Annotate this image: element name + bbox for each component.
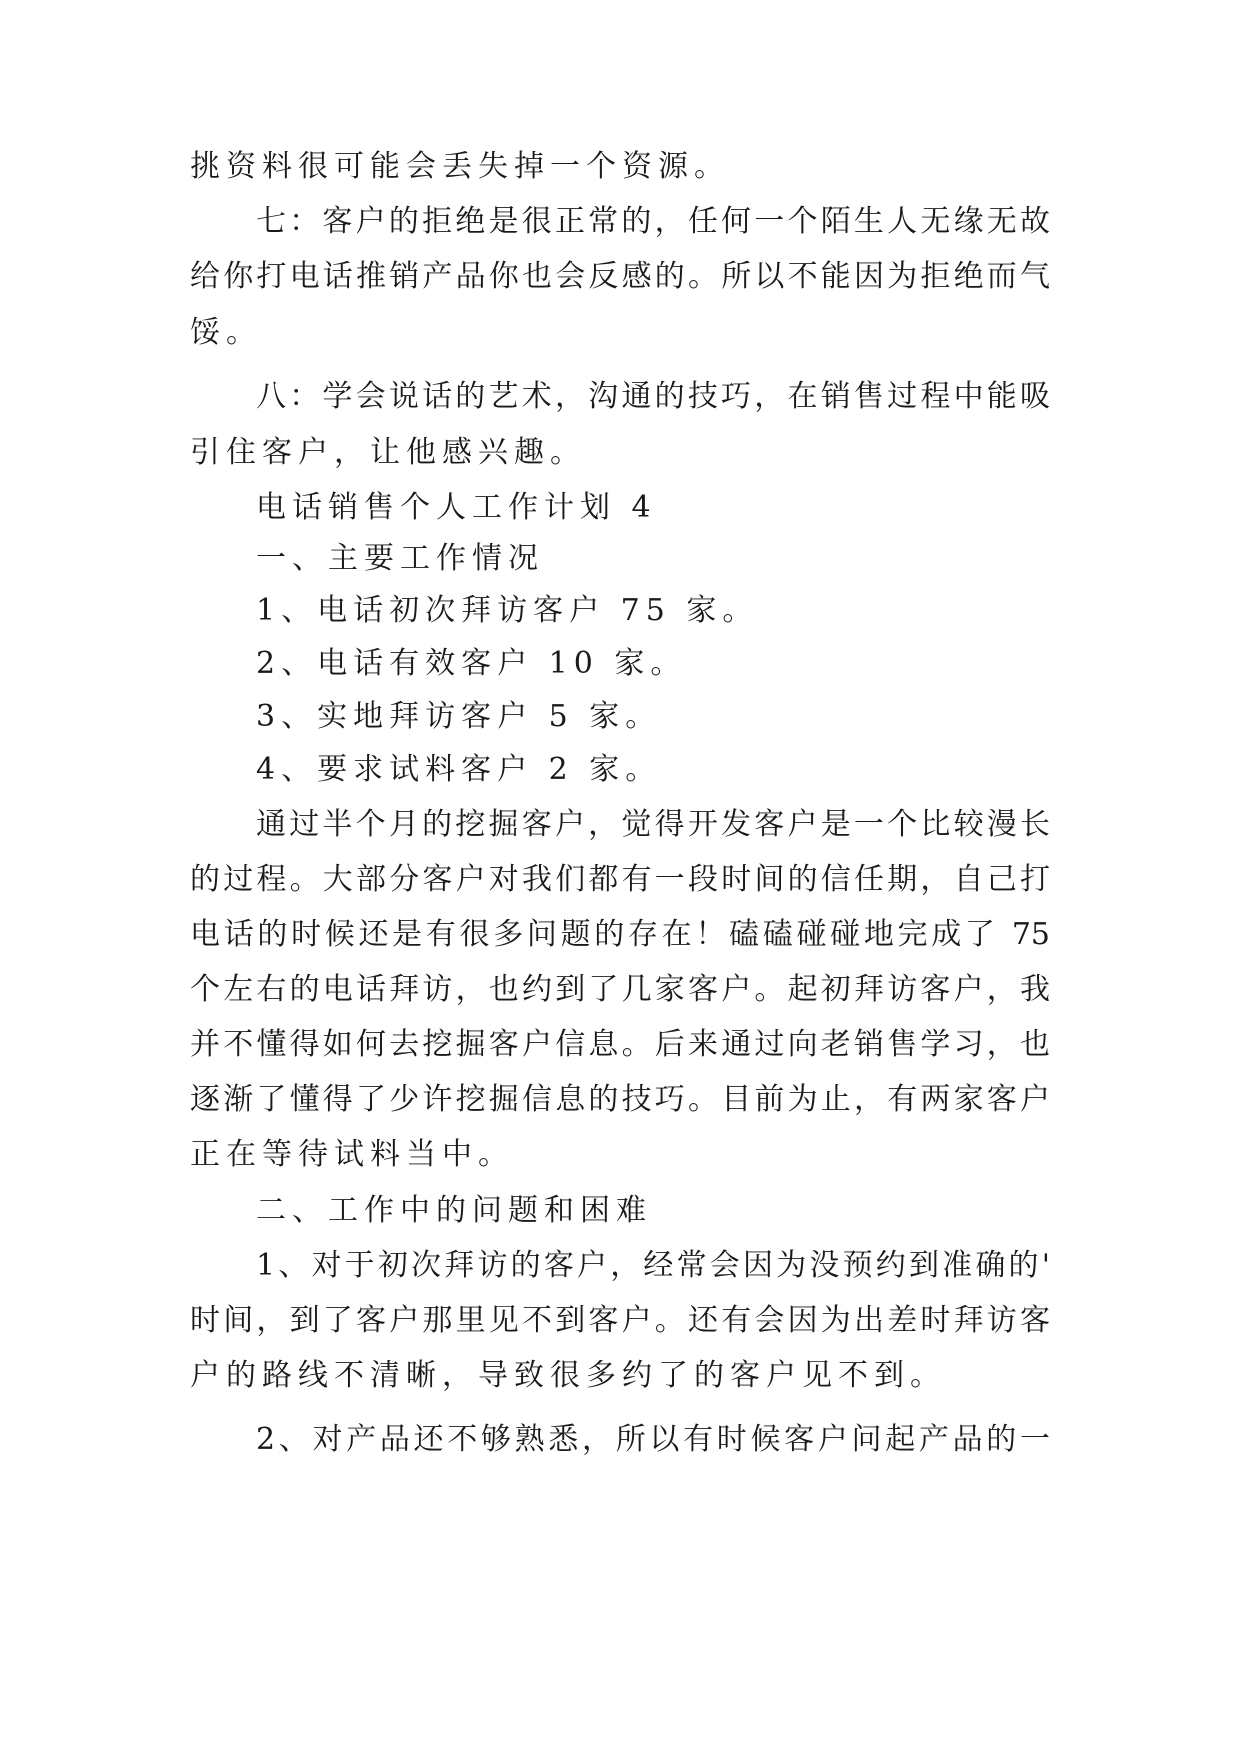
text-line: 的过程。大部分客户对我们都有一段时间的信任期，自己打 (190, 862, 1050, 897)
list-item: 1、对于初次拜访的客户，经常会因为没预约到准确的' (256, 1248, 1050, 1283)
text-line: 时间，到了客户那里见不到客户。还有会因为出差时拜访客 (190, 1303, 1050, 1338)
list-item: 1、电话初次拜访客户 75 家。 (256, 593, 759, 628)
list-item: 3、实地拜访客户 5 家。 (256, 699, 662, 734)
list-item: 2、对产品还不够熟悉，所以有时候客户问起产品的一 (256, 1422, 1050, 1457)
list-item: 4、要求试料客户 2 家。 (256, 752, 662, 787)
text-line: 挑资料很可能会丢失掉一个资源。 (190, 149, 730, 184)
text-line: 馁。 (190, 315, 262, 350)
list-item: 2、电话有效客户 10 家。 (256, 646, 687, 681)
text-line: 电话的时候还是有很多问题的存在！磕磕碰碰地完成了 75 (190, 917, 1050, 952)
text-line: 并不懂得如何去挖掘客户信息。后来通过向老销售学习，也 (190, 1027, 1050, 1062)
text-line: 八：学会说话的艺术，沟通的技巧，在销售过程中能吸 (256, 379, 1050, 414)
text-line: 逐渐了懂得了少许挖掘信息的技巧。目前为止，有两家客户 (190, 1082, 1050, 1117)
text-line: 通过半个月的挖掘客户，觉得开发客户是一个比较漫长 (256, 807, 1050, 842)
text-line: 七：客户的拒绝是很正常的，任何一个陌生人无缘无故 (256, 204, 1050, 239)
text-line: 户的路线不清晰，导致很多约了的客户见不到。 (190, 1358, 946, 1393)
text-line: 个左右的电话拜访，也约到了几家客户。起初拜访客户，我 (190, 972, 1050, 1007)
section-heading: 电话销售个人工作计划 4 (256, 490, 657, 525)
section-heading: 一、主要工作情况 (256, 541, 544, 576)
text-line: 引住客户，让他感兴趣。 (190, 435, 586, 470)
text-line: 正在等待试料当中。 (190, 1137, 514, 1172)
text-line: 给你打电话推销产品你也会反感的。所以不能因为拒绝而气 (190, 259, 1050, 294)
section-heading: 二、工作中的问题和困难 (256, 1193, 652, 1228)
